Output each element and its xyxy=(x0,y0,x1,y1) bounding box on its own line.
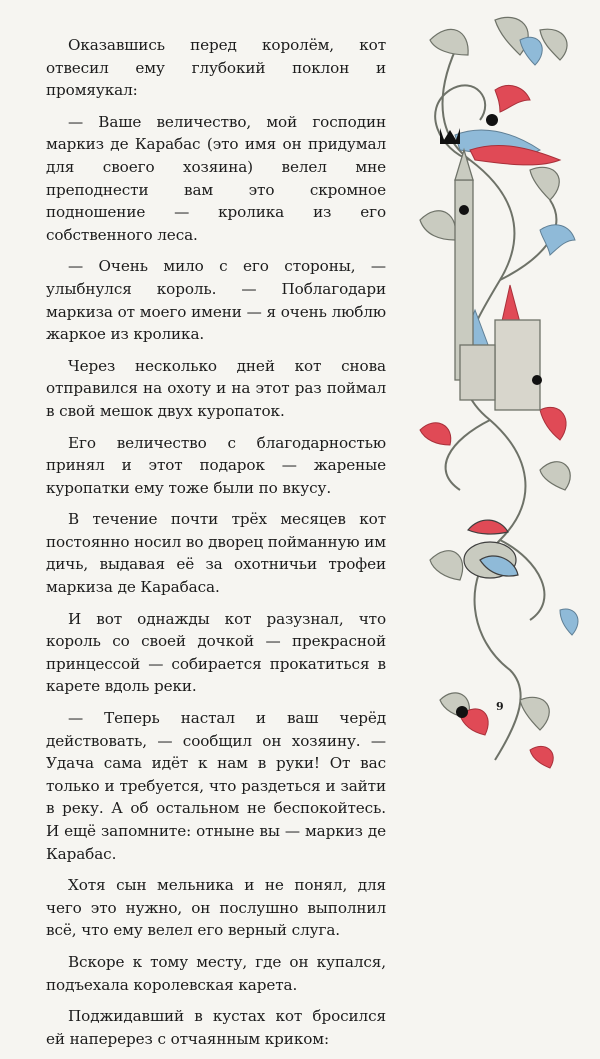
black-dot xyxy=(456,706,468,718)
leaf-shape xyxy=(430,29,468,55)
leaf-shape xyxy=(520,697,549,730)
paragraph: Поджидавший в кустах кот бросился ей наперерез с отчаянным криком: xyxy=(46,1007,386,1048)
blue-bird xyxy=(540,225,575,255)
leaf-shape xyxy=(540,462,570,490)
paragraph: — Очень мило с его стороны, — улыбнулся король. — Поблагодари маркиза от моего имени — я очень люблю жаркое из кролика. xyxy=(46,257,386,344)
page-number: 9 xyxy=(496,700,504,713)
leaf-shape xyxy=(530,167,559,200)
black-dot xyxy=(459,205,469,215)
castle-keep xyxy=(495,320,540,410)
red-leaf xyxy=(420,423,451,445)
leaf-shape xyxy=(540,29,567,60)
ornamental-border-illustration xyxy=(400,0,600,787)
paragraph: — Ваше величество, мой господин маркиз де Карабас (это имя он придумал для своего хозяина) велел мне преподнести вам это скромное подношение — кролика из его собственного леса. xyxy=(46,112,386,244)
paragraph: Его величество с благодарностью принял и этот подарок — жареные куропатки ему тоже были по вкусу. xyxy=(46,433,386,497)
red-bird xyxy=(495,85,530,112)
red-flower xyxy=(530,746,553,768)
black-dot xyxy=(486,114,498,126)
blue-leaf xyxy=(560,609,578,635)
red-banner xyxy=(470,145,560,164)
paragraph: И вот однажды кот разузнал, что король со своей дочкой — прекрасной принцессой — собирается прокатиться в карете вдоль реки. xyxy=(46,609,386,696)
paragraph: Хотя сын мельника и не понял, для чего это нужно, он послушно выполнил всё, что ему велел его верный слуга. xyxy=(46,876,386,940)
paragraph: Вскоре к тому месту, где он купался, подъехала королевская карета. xyxy=(46,952,386,994)
paragraph: В течение почти трёх месяцев кот постоянно носил во дворец пойманную им дичь, выдавая её за охотничьи трофеи маркиза де Карабаса. xyxy=(46,510,386,597)
black-dot xyxy=(532,375,542,385)
paragraph: Через несколько дней кот снова отправился на охоту и на этот раз поймал в свой мешок двух куропаток. xyxy=(46,356,386,420)
vine-curl xyxy=(446,420,490,490)
paragraph: — Теперь настал и ваш черёд действовать, — сообщил он хозяину. — Удача сама идёт к нам в руки! От вас только и требуется, что раздеться и зайти в реку. А об остальном не беспокойтесь. И ещё запомните: отныне вы — маркиз де Карабас. xyxy=(46,709,386,863)
leaf-shape xyxy=(430,551,463,580)
castle-wall xyxy=(460,345,495,400)
red-leaf xyxy=(540,407,566,440)
paragraph: Оказавшись перед королём, кот отвесил ему глубокий поклон и промяукал: xyxy=(46,36,386,100)
cat-hat xyxy=(468,520,508,534)
story-text xyxy=(46,34,386,1059)
leaf-shape xyxy=(420,211,456,240)
